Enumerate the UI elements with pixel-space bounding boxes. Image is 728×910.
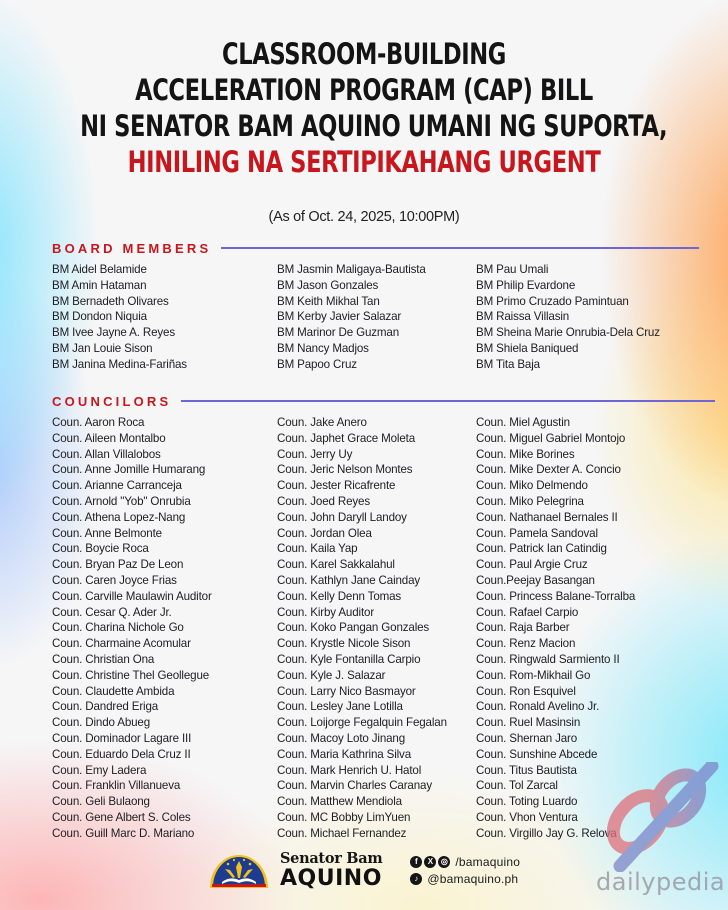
councilor-name: Coun. Tol Zarcal [476,779,558,793]
councilor-name: Coun. Lesley Jane Lotilla [277,700,403,714]
councilor-name: Coun. Dindo Abueg [52,716,151,730]
board-member-name: BM Jan Louie Sison [52,341,153,355]
senator-bam-aquino-logo-icon [208,853,270,889]
tiktok-icon[interactable]: ♪ [410,873,422,885]
councilor-name: Coun. Gene Albert S. Coles [52,810,191,824]
as-of-timestamp: (As of Oct. 24, 2025, 10:00PM) [268,209,460,225]
board-member-name: BM Kerby Javier Salazar [277,310,402,324]
councilor-name: Coun. Jerry Uy [277,447,353,461]
councilor-name: Coun. Macoy Loto Jinang [277,731,406,745]
councilor-name: Coun. Anne Belmonte [52,526,162,540]
headline-line-3: NI SENATOR BAM AQUINO UMANI NG SUPORTA, [80,109,668,143]
social-handles [410,854,520,888]
social-handle-bamaquino[interactable]: /bamaquino [455,854,521,869]
councilor-name: Coun. Ronald Avelino Jr. [476,700,600,714]
councilor-name: Coun. Christine Thel Geollegue [52,668,210,682]
councilor-name: Coun. Kathlyn Jane Cainday [277,573,421,587]
councilor-name: Coun. Marvin Charles Caranay [277,779,432,793]
councilor-name: Coun. Kirby Auditor [277,605,375,619]
councilor-name: Coun. Renz Macion [476,637,576,651]
brand-wordmark [280,852,382,890]
councilor-name: Coun. MC Bobby LimYuen [277,810,411,824]
councilor-name: Coun. Geli Bulaong [52,795,150,809]
board-member-name: BM Jasmin Maligaya-Bautista [277,263,426,276]
councilor-name: Coun. Rom-Mikhail Go [476,668,591,682]
councilor-name: Coun. Anne Jomille Humarang [52,463,206,477]
board-member-name: BM Pau Umali [476,263,549,276]
councilor-name: Coun. Charmaine Acomular [52,637,191,651]
councilor-name: Coun. Mark Henrich U. Hatol [277,763,422,777]
councilor-name: Coun. Vhon Ventura [476,810,578,824]
social-row-main[interactable] [410,854,520,871]
councilor-name: Coun. Bryan Paz De Leon [52,558,184,572]
councilor-name: Coun. Kyle J. Salazar [277,668,386,682]
councilor-name: Coun. Claudette Ambida [52,684,175,698]
councilor-name: Coun. Dominador Lagare III [52,731,192,745]
councilor-name: Coun. Guill Marc D. Mariano [52,826,195,840]
councilor-name: Coun. Matthew Mendiola [277,795,402,809]
board-members-column-1 [52,262,187,373]
section-divider [181,400,715,402]
councilor-name: Coun. Boycie Roca [52,542,149,556]
councilor-name: Coun. Toting Luardo [476,795,578,809]
board-member-name: BM Raissa Villasin [476,310,570,324]
board-member-name: BM Keith Mikhal Tan [277,294,380,308]
councilor-name: Coun. Krystle Nicole Sison [277,637,411,651]
brand-line-1: Senator Bam [280,850,383,867]
instagram-icon[interactable]: ◎ [438,856,450,868]
councilors-heading [52,393,715,409]
councilor-name: Coun. Aileen Montalbo [52,431,166,445]
councilor-name: Coun. Maria Kathrina Silva [277,747,412,761]
councilor-name: Coun. Cesar Q. Ader Jr. [52,605,172,619]
board-member-name: BM Tita Baja [476,357,540,371]
councilors-column-2 [277,415,447,842]
councilor-name: Coun. Miko Pelegrina [476,494,584,508]
councilor-name: Coun. Kaila Yap [277,542,358,556]
councilors-column-3 [476,415,635,842]
councilor-name: Coun. Jordan Olea [277,526,372,540]
councilor-name: Coun. Miko Delmendo [476,479,588,493]
councilor-name: Coun. Arianne Carranceja [52,479,182,493]
councilor-name: Coun. Carville Maulawin Auditor [52,589,212,603]
facebook-icon[interactable]: f [410,856,422,868]
board-member-name: BM Philip Evardone [476,278,576,292]
councilor-name: Coun. Patrick Ian Catindig [476,542,607,556]
watermark-text: dailypedia [596,868,726,896]
councilor-name: Coun. Princess Balane-Torralba [476,589,636,603]
headline [80,36,668,180]
section-divider [221,247,699,249]
board-members-label: BOARD MEMBERS [52,240,212,256]
councilor-name: Coun. Virgillo Jay G. Relova [476,826,617,840]
councilor-name: Coun.Peejay Basangan [476,573,595,587]
board-member-name: BM Dondon Niquia [52,310,147,324]
councilor-name: Coun. Shernan Jaro [476,731,578,745]
board-members-column-3 [476,262,660,373]
councilor-name: Coun. Miguel Gabriel Montojo [476,431,626,445]
social-row-tiktok[interactable] [410,871,520,888]
councilor-name: Coun. Aaron Roca [52,416,145,429]
social-handle-tiktok[interactable]: @bamaquino.ph [427,871,519,886]
councilor-name: Coun. Franklin Villanueva [52,779,181,793]
councilor-name: Coun. Athena Lopez-Nang [52,510,186,524]
councilor-name: Coun. Jake Anero [277,416,367,429]
board-member-name: BM Nancy Madjos [277,341,369,355]
councilor-name: Coun. Karel Sakkalahul [277,558,395,572]
board-member-name: BM Bernadeth Olivares [52,294,169,308]
councilors-label: COUNCILORS [52,393,172,409]
councilor-name: Coun. Titus Bautista [476,763,577,777]
headline-line-1: CLASSROOM-BUILDING [222,37,506,71]
councilor-name: Coun. Rafael Carpio [476,605,579,619]
board-member-name: BM Primo Cruzado Pamintuan [476,294,629,308]
councilor-name: Coun. Japhet Grace Moleta [277,431,416,445]
board-members-heading [52,240,699,256]
councilor-name: Coun. Dandred Eriga [52,700,159,714]
councilor-name: Coun. Ringwald Sarmiento II [476,652,620,666]
councilor-name: Coun. Raja Barber [476,621,570,635]
councilor-name: Coun. Jester Ricafrente [277,479,396,493]
councilor-name: Coun. Joed Reyes [277,494,370,508]
councilor-name: Coun. Arnold "Yob" Onrubia [52,494,191,508]
councilor-name: Coun. Mike Borines [476,447,575,461]
councilor-name: Coun. Ruel Masinsin [476,716,581,730]
councilor-name: Coun. Emy Ladera [52,763,147,777]
councilor-name: Coun. John Daryll Landoy [277,510,407,524]
councilor-name: Coun. Loijorge Fegalquin Fegalan [277,716,447,730]
councilor-name: Coun. Larry Nico Basmayor [277,684,416,698]
board-member-name: BM Amin Hataman [52,278,147,292]
headline-line-2: ACCELERATION PROGRAM (CAP) BILL [135,73,593,107]
councilor-name: Coun. Nathanael Bernales II [476,510,618,524]
councilor-name: Coun. Mike Dexter A. Concio [476,463,621,477]
board-member-name: BM Janina Medina-Fariñas [52,357,187,371]
board-member-name: BM Aidel Belamide [52,263,147,276]
councilor-name: Coun. Caren Joyce Frias [52,573,177,587]
councilor-name: Coun. Kelly Denn Tomas [277,589,402,603]
footer-branding [208,852,520,890]
councilor-name: Coun. Charina Nichole Go [52,621,184,635]
councilor-name: Coun. Miel Agustin [476,416,570,429]
councilor-name: Coun. Pamela Sandoval [476,526,598,540]
x-icon[interactable]: X [424,856,436,868]
councilor-name: Coun. Koko Pangan Gonzales [277,621,430,635]
councilor-name: Coun. Ron Esquivel [476,684,576,698]
councilor-name: Coun. Sunshine Abcede [476,747,598,761]
board-member-name: BM Jason Gonzales [277,278,379,292]
councilor-name: Coun. Jeric Nelson Montes [277,463,413,477]
brand-line-2: AQUINO [280,865,382,891]
councilor-name: Coun. Michael Fernandez [277,826,407,840]
board-members-column-2 [277,262,426,373]
board-member-name: BM Shiela Baniqued [476,341,579,355]
councilor-name: Coun. Paul Argie Cruz [476,558,588,572]
board-member-name: BM Marinor De Guzman [277,326,399,340]
councilor-name: Coun. Allan Villalobos [52,447,161,461]
board-member-name: BM Ivee Jayne A. Reyes [52,326,176,340]
councilor-name: Coun. Eduardo Dela Cruz II [52,747,191,761]
headline-line-4-urgent: HINILING NA SERTIPIKAHANG URGENT [127,145,601,179]
councilors-column-1 [52,415,212,842]
board-member-name: BM Sheina Marie Onrubia-Dela Cruz [476,326,660,340]
councilor-name: Coun. Kyle Fontanilla Carpio [277,652,421,666]
board-member-name: BM Papoo Cruz [277,357,357,371]
councilor-name: Coun. Christian Ona [52,652,155,666]
